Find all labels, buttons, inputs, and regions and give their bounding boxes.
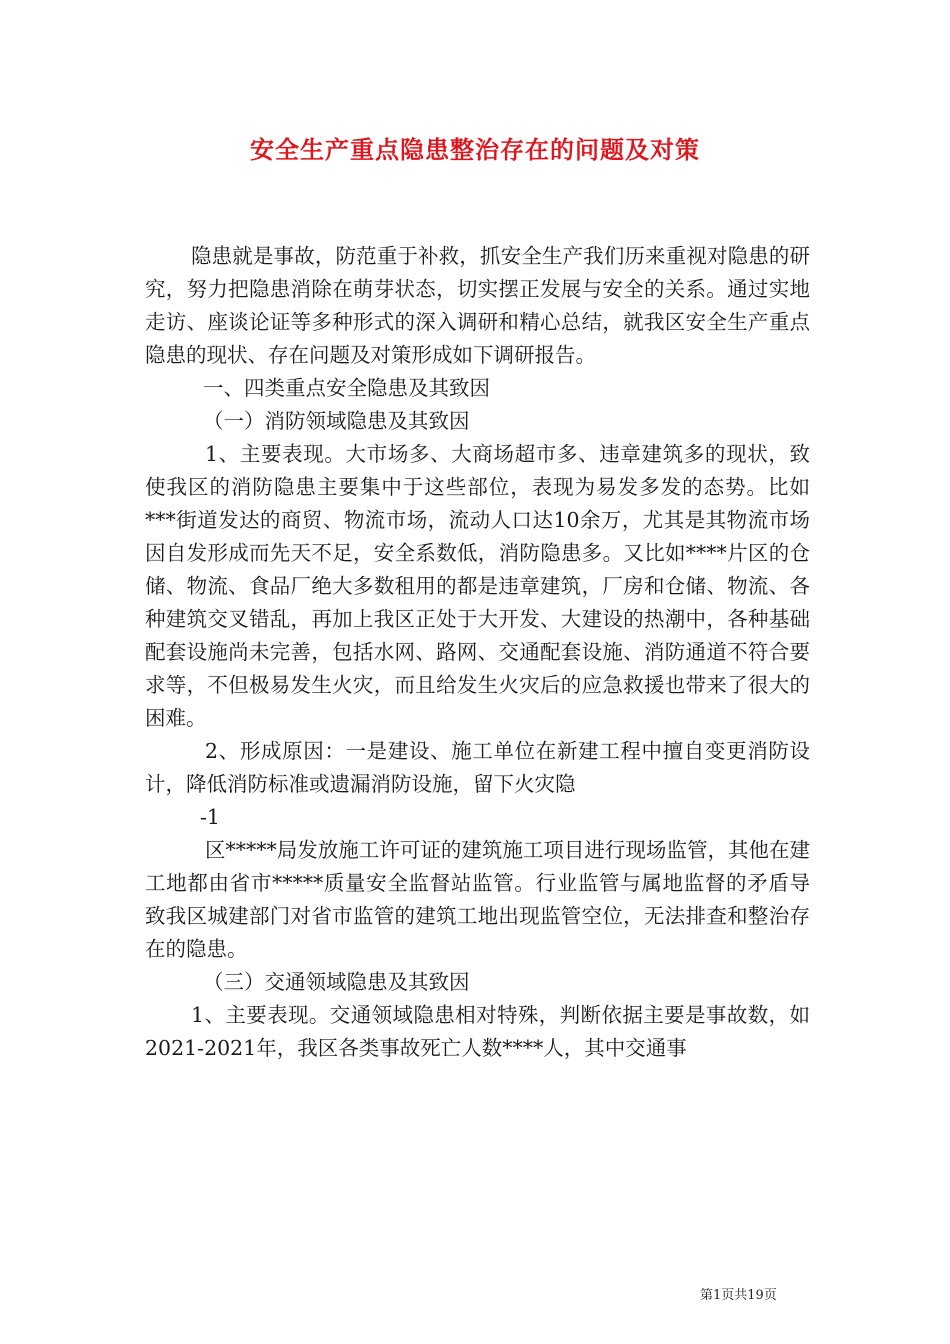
paragraph-intro: 隐患就是事故，防范重于补救，抓安全生产我们历来重视对隐患的研究，努力把隐患消除在萌芽状态，切实摆正发展与安全的关系。通过实地走访、座谈论证等多种形式的深入调研和精心总结，就我区安全生产重点隐患的现状、存在问题及对策形成如下调研报告。: [145, 244, 810, 367]
paragraph-fire-cause: 2、形成原因：一是建设、施工单位在新建工程中擅自变更消防设计，降低消防标准或遗漏消防设施，留下火灾隐: [145, 739, 810, 796]
section-heading-1: 一、四类重点安全隐患及其致因: [203, 376, 490, 400]
paragraph-fire-manifestation: 1、主要表现。大市场多、大商场超市多、违章建筑多的现状，致使我区的消防隐患主要集中于这些部位，表现为易发多发的态势。比如***街道发达的商贸、物流市场，流动人口达10余万，尤其是其物流市场因自发形成而先天不足，安全系数低，消防隐患多。又比如****片区的仓储、物流、食品厂绝大多数租用的都是违章建筑，厂房和仓储、物流、各种建筑交叉错乱，再加上我区正处于大开发、大建设的热潮中，各种基础配套设施尚未完善，包括水网、路网、交通配套设施、消防通道不符合要求等，不但极易发生火灾，而且给发生火灾后的应急救援也带来了很大的困难。: [145, 442, 810, 730]
document-title: 安全生产重点隐患整治存在的问题及对策: [250, 135, 700, 164]
subsection-heading-fire: （一）消防领域隐患及其致因: [203, 409, 470, 433]
page-number-footer: 第1页共19页: [700, 1288, 777, 1303]
paragraph-construction-supervision: 区*****局发放施工许可证的建筑施工项目进行现场监管，其他在建工地都由省市*****质量安全监督站监管。行业监管与属地监督的矛盾导致我区城建部门对省市监管的建筑工地出现监管空位，无法排查和整治存在的隐患。: [145, 838, 810, 961]
subsection-heading-traffic: （三）交通领域隐患及其致因: [203, 970, 470, 994]
paragraph-traffic-manifestation: 1、主要表现。交通领域隐患相对特殊，判断依据主要是事故数，如2021-2021年，我区各类事故死亡人数****人，其中交通事: [145, 1003, 810, 1060]
page-marker: -1: [200, 805, 220, 829]
document-body: [145, 240, 810, 1065]
